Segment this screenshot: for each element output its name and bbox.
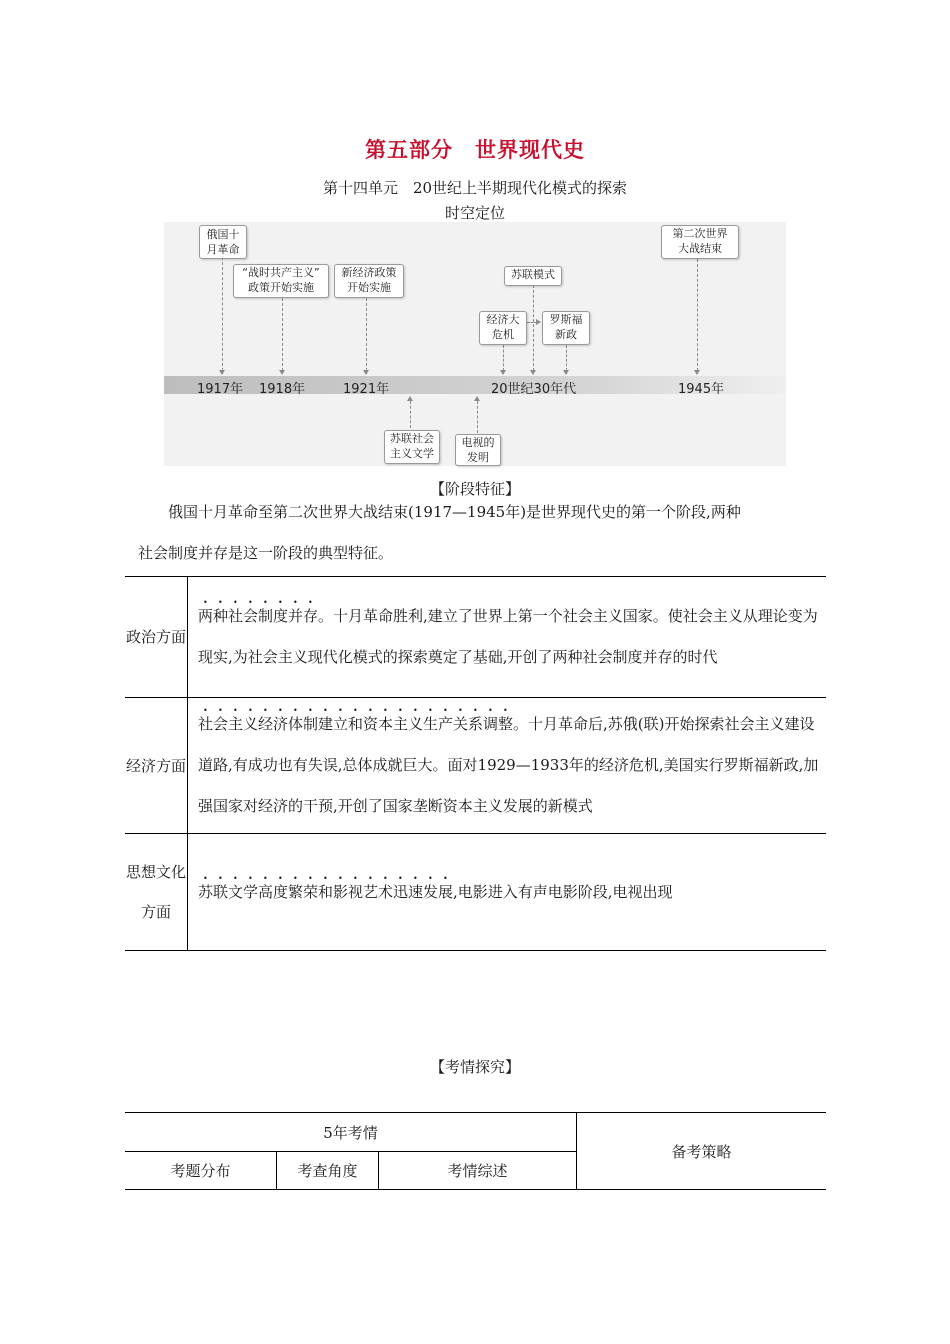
event-october-revolution: 俄国十 月革命 [199, 225, 247, 259]
event-ww2-end: 第二次世界 大战结束 [661, 225, 739, 259]
five-year-header: 5年考情 [125, 1113, 577, 1152]
emphasis-text: 社会主义经济体制建立和资本主义生产关系调整 [198, 715, 514, 733]
col-summary: 考情综述 [379, 1152, 577, 1190]
emphasis-text: 苏联文学高度繁荣和影视艺术迅速发展 [198, 882, 454, 901]
row-content-politics [188, 577, 827, 698]
year-1930s: 20世纪30年代 [491, 382, 577, 397]
col-distribution: 考题分布 [125, 1152, 277, 1190]
year-1921: 1921年 [343, 382, 390, 397]
row-label-economy: 经济方面 [125, 698, 188, 834]
unit-title: 第十四单元 20世纪上半期现代化模式的探索 [322, 179, 628, 197]
stage-features-table [125, 576, 826, 951]
timeline-diagram [164, 222, 786, 466]
year-1945: 1945年 [678, 382, 725, 397]
section-title: 时空定位 [444, 204, 505, 222]
event-new-economic-policy: 新经济政策 开始实施 [334, 264, 404, 298]
event-war-communism: “战时共产主义” 政策开始实施 [233, 264, 329, 298]
exam-table [125, 1112, 826, 1190]
part-title: 第五部分 世界现代史 [365, 137, 585, 162]
col-angle: 考查角度 [277, 1152, 379, 1190]
table-row [125, 1113, 826, 1152]
event-new-deal: 罗斯福 新政 [542, 311, 590, 345]
event-great-depression: 经济大 危机 [479, 311, 527, 345]
stage-intro-line-1: 俄国十月革命至第二次世界大战结束(1917—1945年)是世界现代史的第一个阶段,两种 [168, 503, 741, 521]
row-label-politics: 政治方面 [125, 577, 188, 698]
table-row [125, 834, 826, 951]
row-text: ,电影进入有声电影阶段,电视出现 [453, 882, 673, 901]
event-soviet-literature: 苏联社会 主义文学 [384, 430, 440, 464]
stage-intro-line-2: 社会制度并存是这一阶段的典型特征。 [138, 544, 394, 562]
stage-features-heading: 【阶段特征】 [429, 480, 520, 498]
year-1917: 1917年 [197, 382, 244, 397]
row-text: 。十月革命胜利,建立了世界上第一个社会主义国家。使社会主义从理论变为现实,为社会主义现代化模式的探索奠定了基础,开创了两种社会制度并存的时代 [198, 607, 818, 666]
exam-heading: 【考情探究】 [429, 1058, 520, 1076]
row-content-culture [188, 834, 827, 951]
row-content-economy [188, 698, 827, 834]
table-row [125, 577, 826, 698]
table-row [125, 698, 826, 834]
strategy-header: 备考策略 [577, 1113, 827, 1190]
year-1918: 1918年 [259, 382, 306, 397]
emphasis-text: 两种社会制度并存 [198, 607, 319, 625]
row-text: 。十月革命后,苏俄(联)开始探索社会主义建设道路,有成功也有失误,总体成就巨大。面对1929—1933年的经济危机,美国实行罗斯福新政,加强国家对经济的干预,开创了国家垄断资本主义发展的新模式 [198, 715, 819, 815]
row-label-culture: 思想文化方面 [125, 834, 188, 951]
event-soviet-model: 苏联模式 [504, 266, 562, 286]
event-tv-invention: 电视的 发明 [455, 434, 501, 466]
